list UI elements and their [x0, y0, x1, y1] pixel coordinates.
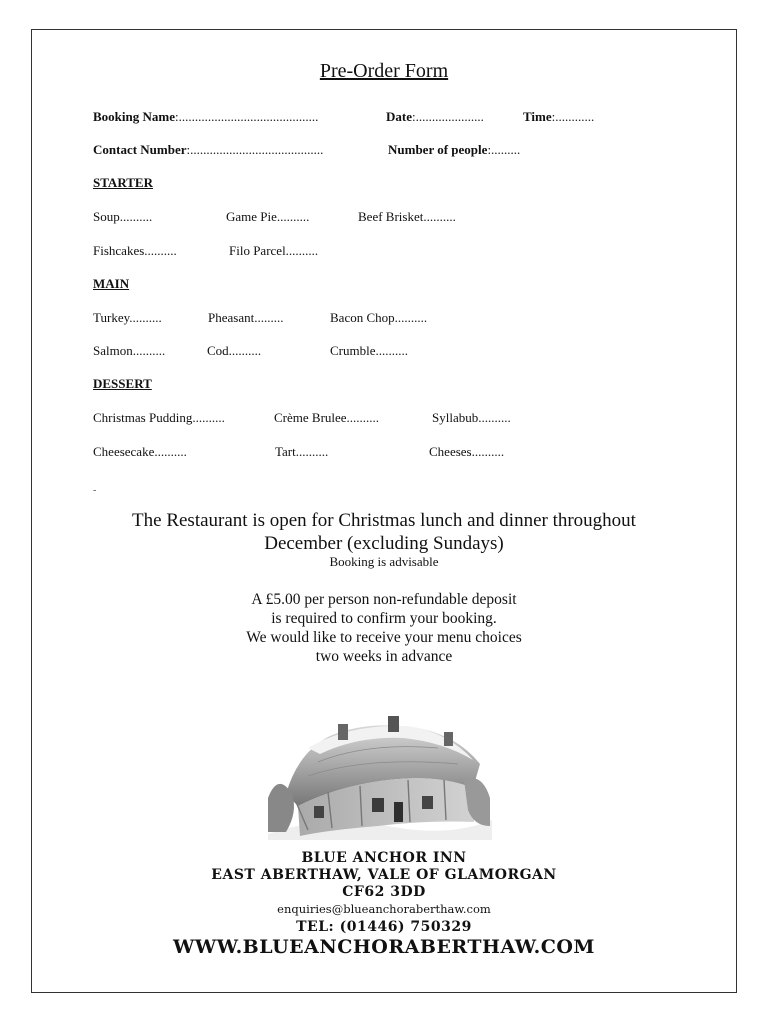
menu-item-beef-brisket: Beef Brisket.......... — [358, 209, 456, 224]
contact-number-label: Contact Number — [93, 142, 187, 157]
menu-item-christmas-pudding: Christmas Pudding.......... — [93, 410, 225, 425]
menu-item-cheesecake: Cheesecake.......... — [93, 444, 187, 459]
chimney-center — [388, 716, 399, 732]
chimney-left — [338, 724, 348, 740]
chimney-right — [444, 732, 453, 746]
deposit-info-line-1: A £5.00 per person non-refundable deposit — [251, 591, 517, 608]
inn-name: BLUE ANCHOR INN — [301, 850, 467, 866]
menu-item-crumble: Crumble.......... — [330, 343, 408, 358]
menu-item-turkey: Turkey.......... — [93, 310, 162, 325]
menu-item-game-pie: Game Pie.......... — [226, 209, 310, 224]
opening-info — [32, 509, 736, 555]
menu-item-pheasant: Pheasant......... — [208, 310, 284, 325]
menu-item-filo-parcel: Filo Parcel.......... — [229, 243, 319, 258]
main-heading: MAIN — [93, 276, 130, 291]
booking-name-field — [93, 109, 318, 125]
deposit-info-line-3: We would like to receive your menu choices — [246, 629, 522, 646]
time-field — [523, 109, 594, 125]
inn-email: enquiries@blueanchoraberthaw.com — [277, 902, 491, 916]
inn-postcode: CF62 3DD — [342, 884, 426, 900]
deposit-info — [32, 590, 736, 666]
time-label: Time — [523, 109, 552, 124]
menu-item-tart: Tart.......... — [275, 444, 329, 459]
date-label: Date — [386, 109, 412, 124]
booking-advice: Booking is advisable — [329, 554, 439, 569]
number-of-people-field — [388, 142, 520, 158]
form-page — [31, 29, 737, 993]
menu-item-salmon: Salmon.......... — [93, 343, 166, 358]
inn-telephone: TEL: (01446) 750329 — [296, 919, 472, 935]
menu-item-fishcakes: Fishcakes.......... — [93, 243, 177, 258]
date-dots: :..................... — [412, 109, 484, 124]
stray-dash: - — [93, 485, 97, 496]
starter-heading: STARTER — [93, 175, 153, 190]
number-of-people-label: Number of people — [388, 142, 488, 157]
contact-number-dots: :......................................... — [186, 142, 324, 157]
inn-address: EAST ABERTHAW, VALE OF GLAMORGAN — [211, 867, 557, 883]
menu-item-creme-brulee: Crème Brulee.......... — [274, 410, 380, 425]
menu-item-cod: Cod.......... — [207, 343, 262, 358]
time-dots: :............ — [551, 109, 595, 124]
deposit-info-line-4: two weeks in advance — [315, 648, 453, 665]
deposit-info-line-2: is required to confirm your booking. — [271, 610, 497, 627]
door — [394, 802, 403, 822]
thatched-cottage-illustration — [268, 702, 492, 840]
opening-info-line-1: The Restaurant is open for Christmas lunch and dinner throughout — [132, 510, 636, 531]
form-title: Pre-Order Form — [319, 60, 449, 82]
number-of-people-dots: :......... — [487, 142, 521, 157]
contact-number-field — [93, 142, 323, 158]
inn-website: WWW.BLUEANCHORABERTHAW.COM — [173, 936, 595, 958]
window-2 — [372, 798, 384, 812]
opening-info-line-2: December (excluding Sundays) — [264, 533, 504, 554]
date-field — [386, 109, 484, 125]
booking-name-label: Booking Name — [93, 109, 175, 124]
window-3 — [422, 796, 433, 809]
menu-item-cheeses: Cheeses.......... — [429, 444, 505, 459]
menu-item-soup: Soup.......... — [93, 209, 153, 224]
menu-item-bacon-chop: Bacon Chop.......... — [330, 310, 428, 325]
dessert-heading: DESSERT — [93, 376, 152, 391]
booking-name-dots: :........................................... — [174, 109, 319, 124]
menu-item-syllabub: Syllabub.......... — [432, 410, 511, 425]
window-1 — [314, 806, 324, 818]
